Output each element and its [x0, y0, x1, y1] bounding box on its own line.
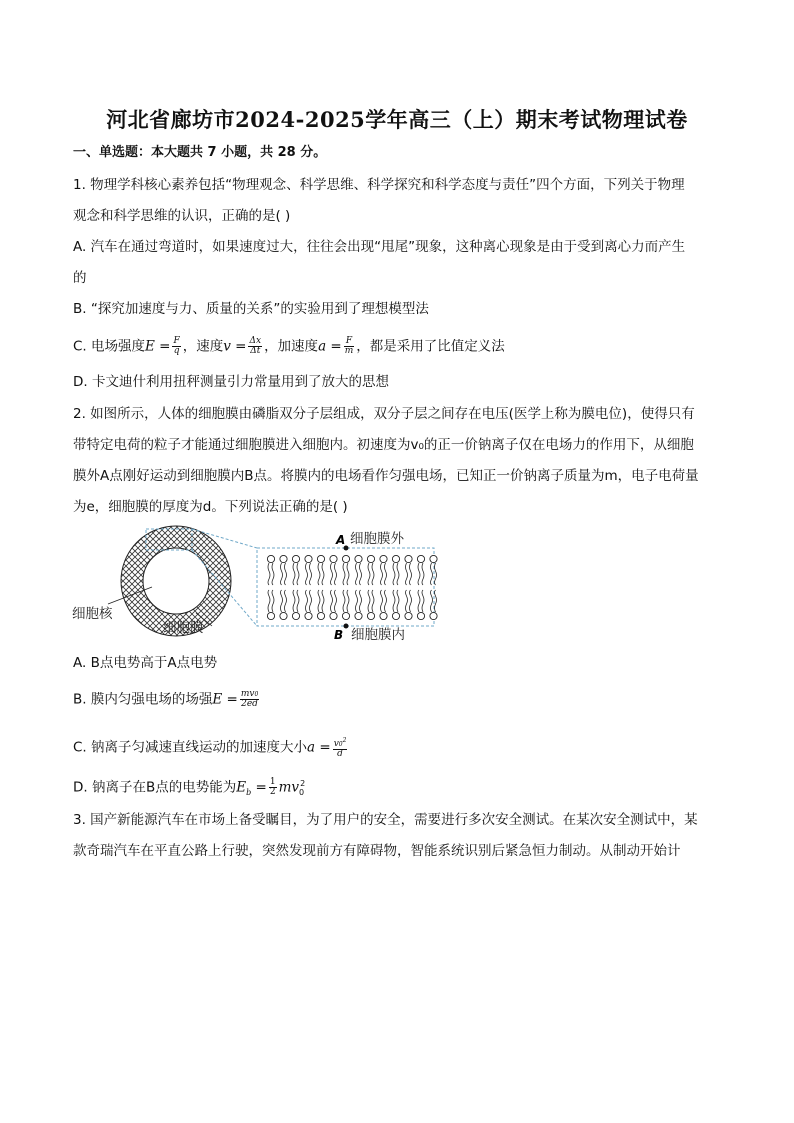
membrane-label: 细胞膜	[163, 620, 204, 636]
q2-option-d-prefix: D. 钠离子在B点的电势能为	[73, 779, 237, 796]
q1-stem-line1: 1. 物理学科核心素养包括“物理观念、科学思维、科学探究和科学态度与责任”四个方面，下列关于物理	[73, 177, 685, 193]
q2-stem-line4: 为e，细胞膜的厚度为d。下列说法正确的是( )	[73, 499, 348, 515]
nucleus-label: 细胞核	[72, 606, 113, 622]
lipid-head	[280, 555, 287, 562]
lipid-tail	[318, 590, 324, 612]
lipid-head	[380, 555, 387, 562]
lipid-head	[317, 555, 324, 562]
q1-option-a-line2: 的	[73, 270, 87, 286]
lipid-head	[417, 612, 424, 619]
lipid-tail	[306, 590, 312, 612]
lipid-head	[355, 612, 362, 619]
lipid-head	[330, 555, 337, 562]
lipid-tail	[356, 563, 362, 585]
lipid-head	[317, 612, 324, 619]
q2-stem-line3: 膜外A点刚好运动到细胞膜内B点。将膜内的电场看作匀强电场，已知正一价钠离子质量为m，电子电荷量	[73, 468, 699, 484]
q2-stem-line2: 带特定电荷的粒子才能通过细胞膜进入细胞内。初速度为v₀的正一价钠离子仅在电场力的作用下，从细胞	[73, 437, 694, 453]
lipid-head	[417, 555, 424, 562]
lipid-head	[405, 612, 412, 619]
lipid-head	[267, 555, 274, 562]
q1-option-c-mid2: ，加速度	[264, 338, 319, 355]
cell-membrane-figure	[66, 524, 446, 646]
fraction-F-over-q: $\frac{F}{q}$	[173, 336, 180, 356]
q2-option-c: C. 钠离子匀减速直线运动的加速度大小a = $\frac{v0^2}{d}$	[73, 737, 347, 759]
lipid-tail	[268, 590, 274, 612]
lipid-head	[342, 555, 349, 562]
lipid-tail	[381, 563, 387, 585]
lipid-tail	[318, 563, 324, 585]
page-title: 河北省廊坊市2024-2025学年高三（上）期末考试物理试卷	[106, 107, 688, 132]
lipid-head	[367, 612, 374, 619]
q2-option-c-prefix: C. 钠离子匀减速直线运动的加速度大小	[73, 739, 308, 756]
lipid-tail	[343, 590, 349, 612]
fraction-one-half: $\frac{1}{2}$	[269, 777, 276, 797]
membrane-outside-label: 细胞膜外	[350, 531, 404, 547]
lipid-head	[380, 612, 387, 619]
lipid-tail	[293, 563, 299, 585]
lipid-tail	[406, 590, 412, 612]
lipid-tail	[331, 563, 337, 585]
lipid-tail	[418, 590, 424, 612]
lipid-tail	[368, 563, 374, 585]
q1-option-c-mid1: ，速度	[182, 338, 224, 355]
fraction-mv0-over-2ed: $\frac{mv0}{2ed}$	[240, 689, 259, 709]
lipid-head	[292, 555, 299, 562]
lipid-head	[392, 555, 399, 562]
lipid-tail	[268, 563, 274, 585]
fraction-v0sq-over-d: $\frac{v0^2}{d}$	[333, 737, 347, 759]
q1-option-c-suffix: ，都是采用了比值定义法	[356, 338, 505, 355]
q3-stem-line2: 款奇瑞汽车在平直公路上行驶，突然发现前方有障碍物，智能系统识别后紧急恒力制动。从制动开始计	[73, 843, 681, 859]
lipid-tail	[343, 563, 349, 585]
q2-stem-line1: 2. 如图所示，人体的细胞膜由磷脂双分子层组成，双分子层之间存在电压(医学上称为膜电位)，使得只有	[73, 406, 695, 422]
q1-option-c: C. 电场强度E = $\frac{F}{q}$ ，速度v = $\frac{\Delta x}{\Delta t}$ ，加速度a = $\frac{F}{m}$ ，都是采用了比值定义法	[73, 336, 505, 356]
membrane-inside-label: 细胞膜内	[351, 627, 405, 643]
lipid-tail	[281, 590, 287, 612]
q1-option-c-prefix: C. 电场强度	[73, 338, 146, 355]
lipid-head	[280, 612, 287, 619]
lipid-tail	[381, 590, 387, 612]
lipid-head	[430, 612, 437, 619]
q1-option-a-line1: A. 汽车在通过弯道时，如果速度过大，往往会出现“甩尾”现象，这种离心现象是由于受到离心力而产生	[73, 239, 686, 255]
lipid-tail	[393, 590, 399, 612]
q2-option-b-prefix: B. 膜内匀强电场的场强	[73, 691, 213, 708]
lipid-head	[305, 555, 312, 562]
lipid-head	[292, 612, 299, 619]
point-b-label: B	[334, 628, 344, 642]
lipid-tail	[418, 563, 424, 585]
q2-option-a: A. B点电势高于A点电势	[73, 655, 218, 671]
lipid-head	[305, 612, 312, 619]
q3-stem-line1: 3. 国产新能源汽车在市场上备受瞩目，为了用户的安全，需要进行多次安全测试。在某次安全测试中，某	[73, 812, 698, 828]
lipid-head	[405, 555, 412, 562]
q2-option-b: B. 膜内匀强电场的场强E = $\frac{mv0}{2ed}$	[73, 689, 259, 709]
lipid-tail	[331, 590, 337, 612]
phospholipid-bilayer	[267, 555, 437, 619]
q1-option-d: D. 卡文迪什利用扭秤测量引力常量用到了放大的思想	[73, 374, 389, 390]
point-a-label: A	[336, 533, 346, 547]
lipid-head	[342, 612, 349, 619]
lipid-tail	[368, 590, 374, 612]
lipid-head	[267, 612, 274, 619]
fraction-dx-over-dt: $\frac{\Delta x}{\Delta t}$	[249, 336, 262, 356]
lipid-tail	[393, 563, 399, 585]
point-b-dot	[344, 624, 349, 629]
lipid-head	[367, 555, 374, 562]
q2-option-d: D. 钠离子在B点的电势能为$E_b$ = $\frac{1}{2}$ $mv_0^2$	[73, 777, 306, 798]
lipid-head	[355, 555, 362, 562]
section-heading: 一、单选题：本大题共 7 小题，共 28 分。	[73, 145, 327, 160]
q1-stem-line2: 观念和科学思维的认识，正确的是( )	[73, 208, 291, 224]
fraction-F-over-m: $\frac{F}{m}$	[344, 336, 354, 356]
lipid-tail	[406, 563, 412, 585]
q1-option-b: B. “探究加速度与力、质量的关系”的实验用到了理想模型法	[73, 301, 429, 317]
lipid-tail	[306, 563, 312, 585]
lipid-head	[392, 612, 399, 619]
lipid-tail	[281, 563, 287, 585]
lipid-tail	[356, 590, 362, 612]
lipid-tail	[293, 590, 299, 612]
lipid-head	[330, 612, 337, 619]
lipid-head	[430, 555, 437, 562]
